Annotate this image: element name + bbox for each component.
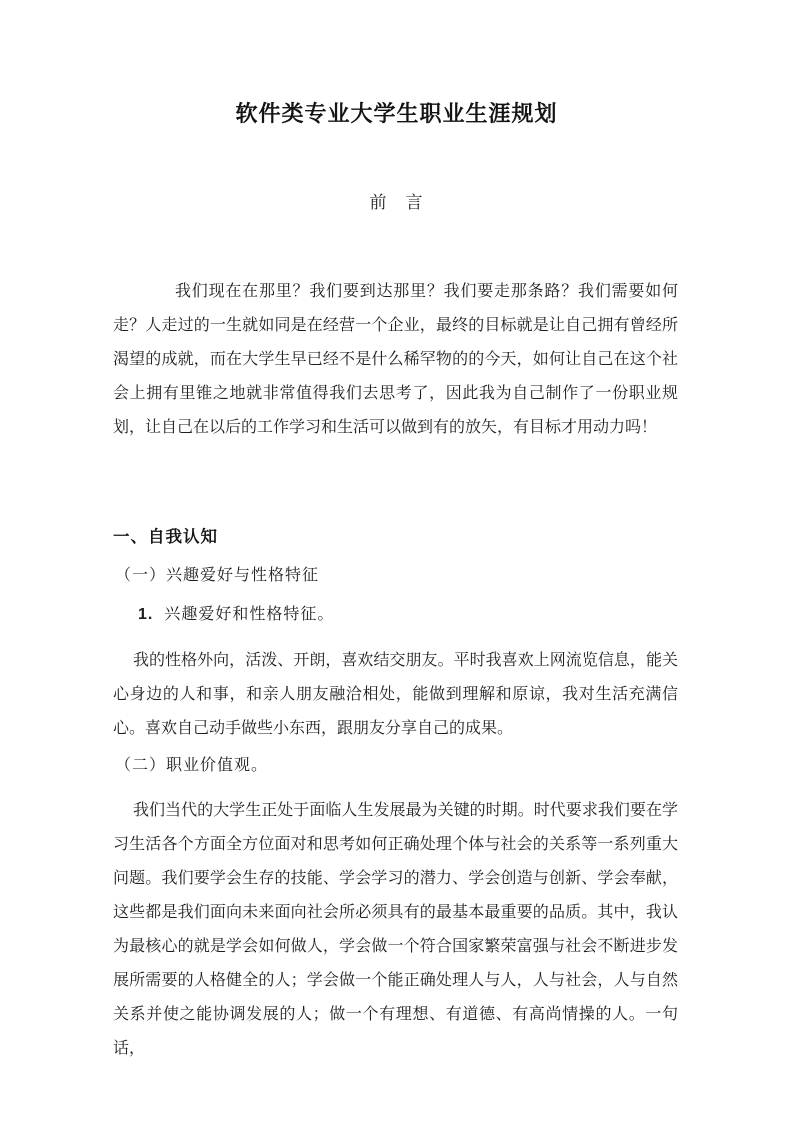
preface-heading: 前 言	[369, 193, 424, 212]
numbered-item-heading	[113, 598, 678, 632]
subsection-heading-interests-personality: （一）兴趣爱好与性格特征	[115, 567, 320, 584]
subsection-heading-career-values: （二）职业价值观。	[115, 757, 269, 774]
document-title: 软件类专业大学生职业生涯规划	[235, 101, 558, 126]
preface-paragraph: 我们现在在那里？我们要到达那里？我们要走那条路？我们需要如何走？人走过的一生就如同是在经营一个企业，最终的目标就是让自己拥有曾经所渴望的成就，而在大学生早已经不是什么稀罕物的的今天，如何让自己在这个社会上拥有里锥之地就非常值得我们去思考了，因此我为自己制作了一份职业规划，让自己在以后的工作学习和生活可以做到有的放矢，有目标才用动力吗！	[113, 283, 678, 436]
section-heading-self-cognition: 一、自我认知	[113, 528, 218, 546]
item-title: 兴趣爱好和性格特征。	[164, 606, 335, 623]
personality-paragraph: 我的性格外向，活泼、开朗，喜欢结交朋友。平时我喜欢上网流览信息，能关心身边的人和事，和亲人朋友融洽相处，能做到理解和原谅，我对生活充满信心。喜欢自己动手做些小东西，跟朋友分享自己的成果。	[113, 652, 678, 737]
career-values-paragraph: 我们当代的大学生正处于面临人生发展最为关键的时期。时代要求我们要在学习生活各个方面全方位面对和思考如何正确处理个体与社会的关系等一系列重大问题。我们要学会生存的技能、学会学习的潜力、学会创造与创新、学会奉献，这些都是我们面向未来面向社会所必须具有的最基本最重要的品质。其中，我认为最核心的就是学会如何做人，学会做一个符合国家繁荣富强与社会不断进步发展所需要的人格健全的人；学会做一个能正确处理人与人，人与社会，人与自然关系并使之能协调发展的人；做一个有理想、有道德、有高尚情操的人。一句话，	[113, 802, 678, 1057]
item-number: 1.	[138, 606, 154, 623]
